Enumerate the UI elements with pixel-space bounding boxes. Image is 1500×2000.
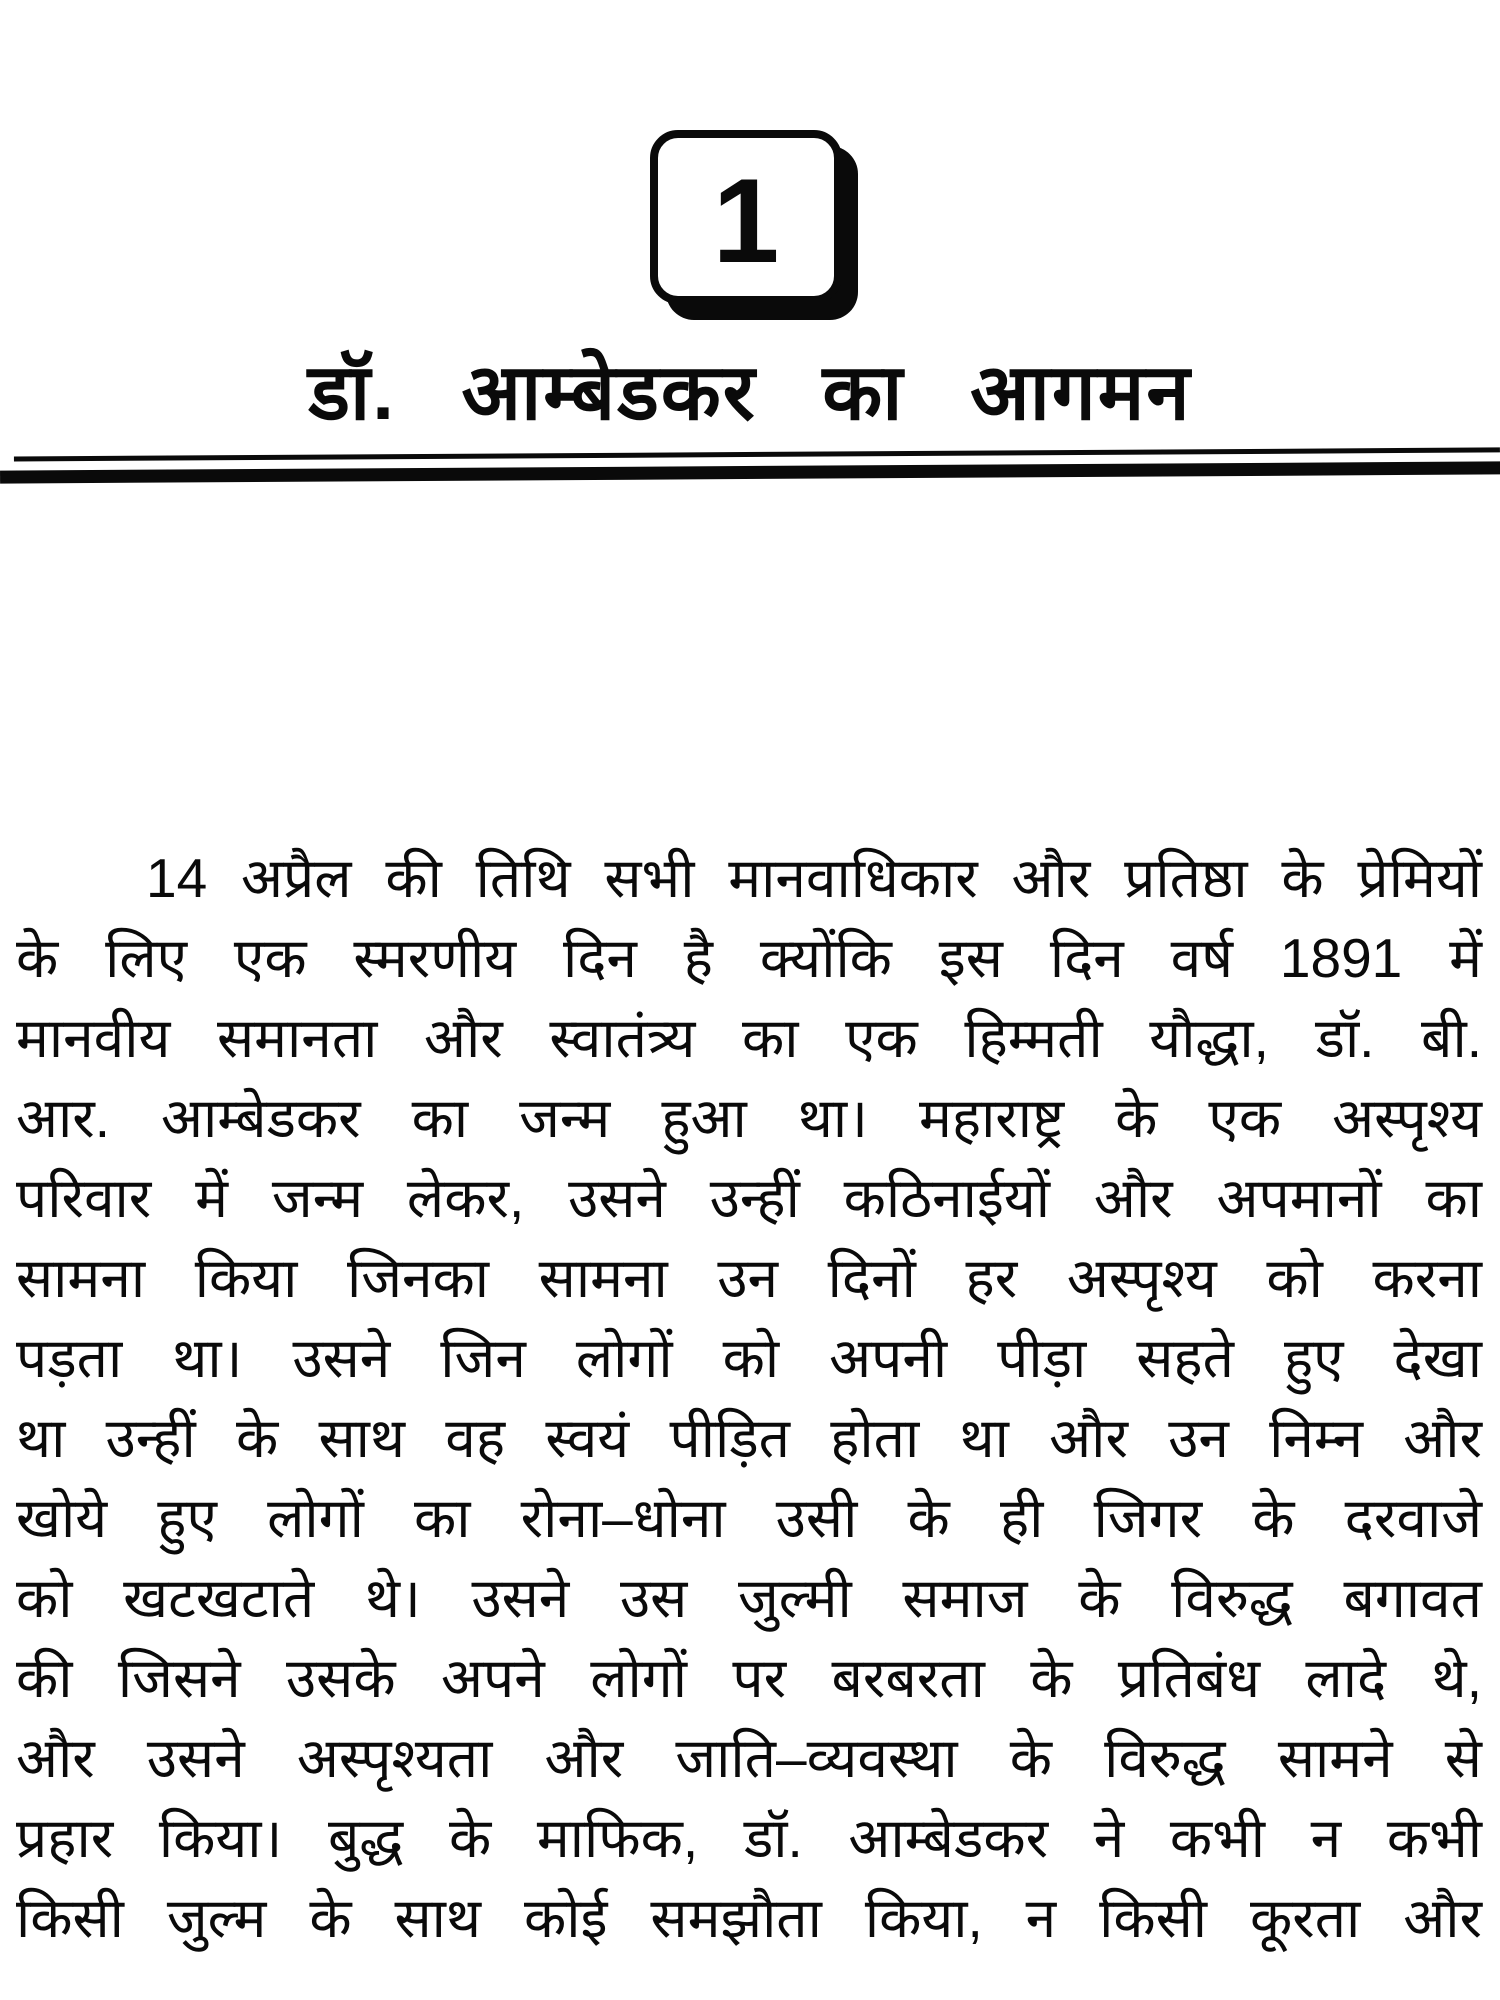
- body-text-line: खोये हुए लोगों का रोना–धोना उसी के ही जिगर के दरवाजे: [16, 1487, 1482, 1549]
- chapter-title: डॉ. आम्बेडकर का आगमन: [308, 348, 1192, 436]
- body-text-line: की जिसने उसके अपने लोगों पर बरबरता के प्रतिबंध लादे थे,: [16, 1647, 1482, 1709]
- body-text-line: के लिए एक स्मरणीय दिन है क्योंकि इस दिन वर्ष 1891 में: [16, 927, 1482, 989]
- body-text-line: और उसने अस्पृश्यता और जाति–व्यवस्था के विरुद्ध सामने से: [16, 1727, 1482, 1789]
- body-text-line: मानवीय समानता और स्वातंत्र्य का एक हिम्मती यौद्धा, डॉ. बी.: [16, 1007, 1482, 1069]
- body-text-line: आर. आम्बेडकर का जन्म हुआ था। महाराष्ट्र के एक अस्पृश्य: [16, 1087, 1482, 1149]
- chapter-number-badge: [650, 130, 842, 304]
- body-text-line: सामना किया जिनका सामना उन दिनों हर अस्पृश्य को करना: [16, 1247, 1482, 1309]
- body-text: [16, 838, 1482, 1958]
- body-text-line: किसी जुल्म के साथ कोई समझौता किया, न किसी कूरता और: [16, 1887, 1482, 1949]
- divider-thick-rule: [0, 461, 1500, 483]
- divider-thin-rule: [14, 447, 1500, 461]
- body-text-line: 14 अप्रैल की तिथि सभी मानवाधिकार और प्रतिष्ठा के प्रेमियों: [146, 847, 1482, 909]
- body-text-line: पड़ता था। उसने जिन लोगों को अपनी पीड़ा सहते हुए देखा: [16, 1327, 1482, 1389]
- body-text-line: परिवार में जन्म लेकर, उसने उन्हीं कठिनाईयों और अपमानों का: [16, 1167, 1482, 1229]
- title-divider: [0, 447, 1500, 483]
- chapter-number: 1: [712, 154, 780, 288]
- body-text-line: को खटखटाते थे। उसने उस जुल्मी समाज के विरुद्ध बगावत: [16, 1567, 1482, 1629]
- body-text-line: था उन्हीं के साथ वह स्वयं पीड़ित होता था और उन निम्न और: [16, 1407, 1482, 1469]
- body-text-line: प्रहार किया। बुद्ध के माफिक, डॉ. आम्बेडकर ने कभी न कभी: [16, 1807, 1482, 1869]
